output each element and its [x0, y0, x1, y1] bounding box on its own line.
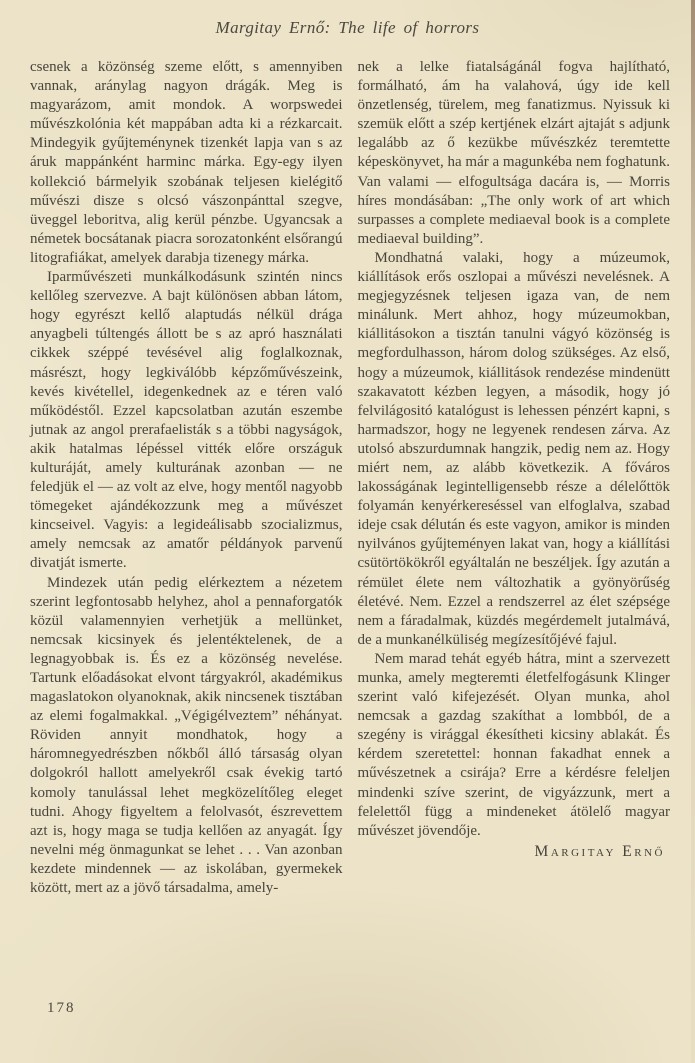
page-number: 178 — [47, 1000, 76, 1016]
paragraph: Iparművészeti munkálkodásunk szintén nincs kellőleg szervezve. A bajt különösen abban látom, hogy egyrészt kellő alaptudás nélkül drága anyagbeli túltengés állott be s az apró használati cikkek széppé tevésével alig foglalkoznak, másrészt, hogy legkiválóbb képzőművészeink, kevés kivétellel, idegenkednek az e téren való működéstől. Ezzel kapcsolatban azután eszembe jutnak az angol prerafaelisták s a többi nagyságok, akik hatalmas lépéssel vitték előre országuk kulturáját, amely kulturának azonban — ne feledjük el — az volt az elve, hogy mentől nagyobb tömegeket ajándékozzunk meg a művészet kincseivel. Vagyis: a legideálisabb szocializmus, amely nemcsak az amatőr példányok parvenű divatját ismerte. — [30, 269, 343, 572]
running-head: Margitay Ernő: The life of horrors — [215, 18, 480, 37]
paragraph: Nem marad tehát egyéb hátra, mint a szervezett munka, amely megteremti életfelfogásunk Klinger szerint való kifejezését. Olyan munka, ahol nemcsak a gazdag szakíthat a lombból, de a szegény is virággal ékesítheti kicsiny ablakát. És kérdem szeretettel: honnan fakadhat ennek a művészetnek a csirája? Erre a kérdésre feleljen mindenki szíve szerint, de vigyázzunk, mert a felelettől függ a mindeneket átölelő magyar művészet jövendője. — [357, 650, 670, 839]
paragraph: nek a lelke fiatalságánál fogva hajlítható, formálható, ám ha valahová, úgy ide kell önzetlenség, türelem, meg fanatizmus. Nyissuk ki szemük előtt a szép kertjének elzárt ajtaját s adjunk legalább az ő kezükbe művészkéz teremtette képeskönyvet, ha már a magunkéba nem foghatunk. Van valami — elfogultsága dacára is, — Morris híres mondásában: „The only work of art which surpasses a complete mediaeval book is a complete mediaeval building”. — [357, 59, 670, 247]
author-signature: Margitay Ernő — [534, 842, 665, 860]
text-column-left — [30, 58, 343, 898]
text-column-right — [358, 58, 671, 898]
text-body — [30, 58, 670, 898]
paragraph: csenek a közönség szeme előtt, s amennyiben vannak, aránylag nagyon drágák. Meg is magyarázom, amit mondok. A worpswedei művészkolónia két mappában adta ki a rézkarcait. Mindegyik gyűjteménynek tizenkét lapja van s az áruk mappánként harminc márka. Egy-egy ilyen kollekció bármelyik szobának teljesen kielégitő művészi disze s olcsó vászonpánttal szegve, üveggel leboritva, alig kerül pénzbe. Ugyancsak a németek bocsátanak piacra sorozatonként elsőrangú litografiákat, amelyek darabja tizenegy márka. — [30, 59, 343, 266]
paragraph: Mondhatná valaki, hogy a múzeumok, kiállítások erős oszlopai a művészi nevelésnek. A megjegyzésnek teljesen igaza van, de nem minálunk. Mert ahhoz, hogy múzeumokban, kiállitásokon a tisztán tanulni vágyó közönség is megfordulhasson, három dolog szükséges. Az első, hogy a múzeumok, kiállitások rendezése mindenütt szakavatott kézben legyen, a második, hogy jó felvilágositó katalógust is lehessen pénzért kapni, s harmadszor, hogy ne legyenek rendesen zárva. Az utolsó abszurdumnak hangzik, pedig nem az. Hogy miért nem, az alább következik. A főváros lakosságának legintelligensebb része a délelőttök folyamán kenyérkereséssel van elfoglalva, szabad ideje csak délután és este vagyon, amikor is minden nyilvános gyűjteményen lakat van, hogy a kiállítási csütörtökökről egyáltalán ne beszéljek. Így azután a rémület élete nem változhatik a gyönyörűség életévé. Nem. Ezzel a rendszerrel az élet szépsége nem a fáradalmak, küzdés megérdemelt jutalmává, de a munkanélküliség megízesítőjévé fajul. — [357, 249, 670, 648]
paragraph: Mindezek után pedig elérkeztem a nézetem szerint legfontosabb helyhez, ahol a pennaforgatók közül valamennyien verhetjük a mellünket, nemcsak kicsinyek és jelentéktelenek, de a legnagyobbak is. És ez a közönség nevelése. Tartunk előadásokat elvont tárgyakról, akadémikus magaslatokon olyanoknak, akik nincsenek tisztában az elemi fogalmakkal. „Végigélveztem” néhányat. Röviden annyit mondhatok, hogy a háromnegyedrészben nőkből álló társaság olyan dolgokról hallott amelyekről csak évekig tartó komoly tanulással lehet megközelítőleg eleget tudni. Ahogy figyeltem a felolvasót, észrevettem azt is, hogy maga se tudja kellően az anyagát. Így nevelni még önmagunkat se lehet . . . Van azonban kezdete mindennek — az iskolában, gyermekek között, mert az a jövő társadalma, amely- — [30, 574, 343, 897]
